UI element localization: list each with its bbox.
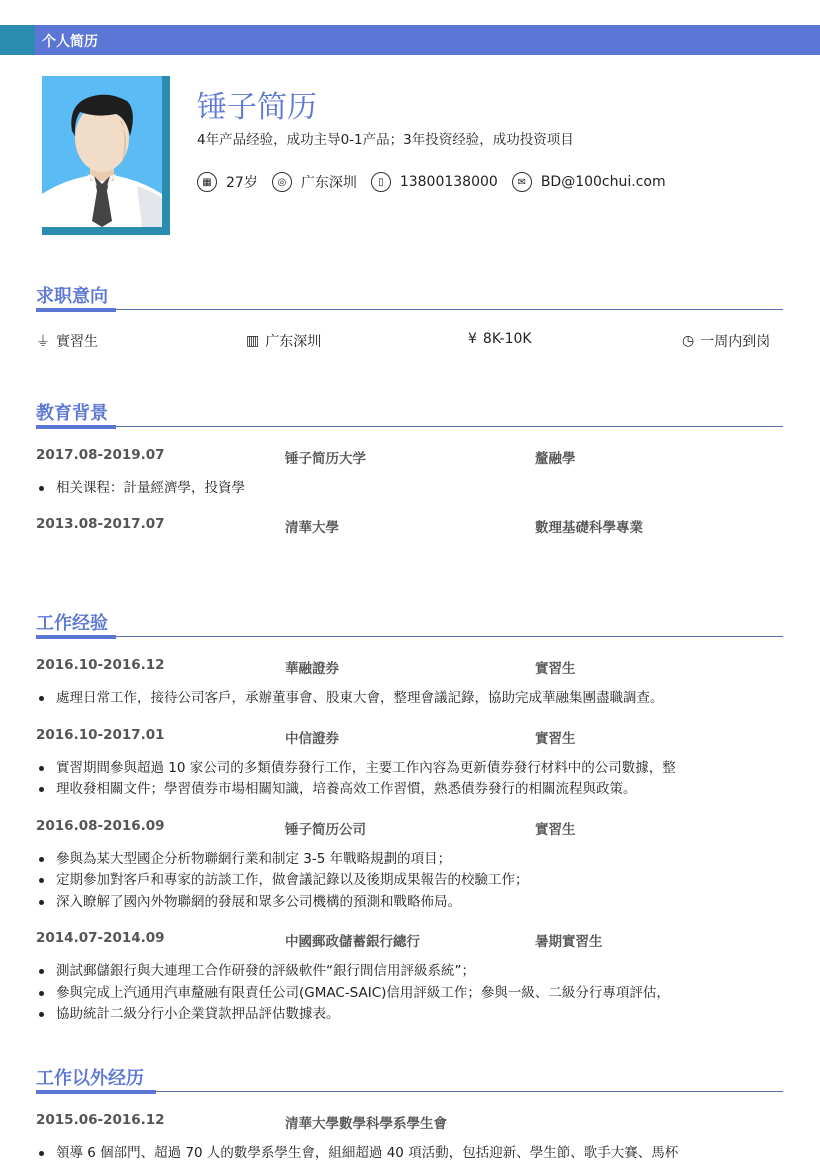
- section-heading: [36, 403, 783, 427]
- list-item: 協助統計二級分行小企業貸款押品評估數據表。: [36, 1004, 783, 1026]
- list-item: 實習期間參與超過 10 家公司的多類債券發行工作，主要工作內容為更新債券發行材料中的公司數據，整: [36, 758, 783, 780]
- entry-role: 數理基礎科學專業: [535, 519, 643, 536]
- entry-row: [36, 727, 783, 749]
- location-text: 广东深圳: [300, 175, 357, 191]
- list-item: 參與完成上汽通用汽車釐融有限責任公司(GMAC-SAIC)信用評級工作；參與一級、二級分行專項評估，: [36, 983, 783, 1005]
- intent-text: 實習生: [56, 334, 98, 350]
- entry-org: 中國郵政儲蓄銀行總行: [285, 934, 420, 950]
- heading-underline: [36, 1090, 156, 1094]
- entry-role: 實習生: [535, 821, 576, 838]
- section-heading: [36, 1068, 783, 1092]
- entry-role: 暑期實習生: [535, 934, 603, 950]
- tie-icon: ⏚: [36, 334, 50, 350]
- entry-date: 2016.10-2016.12: [36, 657, 165, 673]
- list-item: 參與為某大型國企分析物聯網行業和制定 3-5 年戰略規劃的項目；: [36, 849, 783, 871]
- list-item: 深入瞭解了國內外物聯網的發展和眾多公司機構的預測和戰略佈局。: [36, 892, 783, 914]
- candidate-name: 锤子简历: [197, 90, 317, 125]
- header-title: 个人简历: [42, 34, 98, 50]
- entry-row: [36, 657, 783, 679]
- email-text[interactable]: BD@100chui.com: [540, 174, 666, 190]
- candidate-tagline: 4年产品经验，成功主导0-1产品；3年投资经验，成功投资项目: [197, 132, 574, 148]
- list-item: 處理日常工作，接待公司客戶，承辦董事會、股東大會，整理會議記錄，協助完成華融集團盡職調查。: [36, 688, 783, 710]
- section-intent: [36, 286, 783, 310]
- entry-row: [36, 1112, 783, 1134]
- mail-icon: ✉: [512, 172, 532, 192]
- header-accent-square: [0, 25, 35, 55]
- intent-position: [36, 331, 98, 351]
- section-title: 工作经验: [36, 613, 108, 634]
- calendar-icon: ▦: [197, 172, 217, 192]
- intent-salary: [468, 331, 532, 347]
- entry-date: 2017.08-2019.07: [36, 447, 165, 463]
- section-work: [36, 613, 783, 1026]
- contact-list: [197, 172, 680, 192]
- phone-icon: ▯: [371, 172, 391, 192]
- intent-text: 一周内到岗: [700, 334, 771, 350]
- header-bar: [0, 25, 820, 55]
- entry-org: 锤子简历大学: [285, 451, 366, 467]
- list-item: 領導 6 個部門、超過 70 人的數學系學生會，組細超過 40 項活動，包括迎新、學生節、歌手大賽、馬杯: [36, 1143, 783, 1165]
- entry-date: 2014.07-2014.09: [36, 930, 165, 946]
- avatar: [42, 76, 170, 235]
- entry-date: 2016.08-2016.09: [36, 817, 165, 834]
- entry-org: 華融證券: [285, 661, 339, 677]
- entry-org: 清華大學: [285, 519, 339, 536]
- section-heading: [36, 613, 783, 637]
- section-title: 教育背景: [36, 403, 108, 424]
- yen-icon: ¥: [468, 331, 477, 347]
- section-other-experience: [36, 1068, 783, 1165]
- intent-availability: [682, 331, 770, 351]
- entry-date: 2013.08-2017.07: [36, 515, 165, 532]
- location-icon: ◎: [272, 172, 292, 192]
- entry-org: 锤子简历公司: [285, 821, 366, 838]
- section-heading: [36, 286, 783, 310]
- heading-underline: [36, 308, 116, 312]
- entry-row: [36, 447, 783, 469]
- intent-text: 8K-10K: [482, 331, 532, 347]
- contact-phone: [371, 172, 498, 192]
- list-item: 定期參加對客戶和專家的訪談工作，做會議記錄以及後期成果報告的校驗工作；: [36, 870, 783, 892]
- intent-text: 广东深圳: [265, 334, 322, 350]
- entry-org: 清華大學數學科學系學生會: [285, 1116, 447, 1132]
- building-icon: ▥: [246, 333, 260, 349]
- entry-row: [36, 818, 783, 840]
- section-title: 工作以外经历: [36, 1068, 144, 1089]
- entry-role: 實習生: [535, 661, 576, 677]
- entry-row: [36, 516, 783, 538]
- intent-row: [36, 331, 783, 353]
- phone-text: 13800138000: [399, 174, 498, 190]
- entry-org: 中信證券: [285, 730, 339, 747]
- entry-row: [36, 930, 783, 952]
- section-education: [36, 403, 783, 538]
- entry-role: 實習生: [535, 730, 576, 747]
- entry-date: 2016.10-2017.01: [36, 726, 165, 743]
- clock-icon: ◷: [682, 333, 695, 349]
- heading-underline: [36, 635, 116, 639]
- contact-location: [272, 172, 357, 192]
- contact-age: [197, 172, 258, 192]
- list-item: 相关课程：計量經濟學，投資學: [36, 478, 783, 500]
- list-item: 理收發相關文件；學習債券市場相關知識，培養高效工作習慣，熟悉債券發行的相關流程與政策。: [36, 779, 783, 801]
- section-title: 求职意向: [36, 286, 108, 307]
- list-item: 測試郵儲銀行與大連理工合作研發的評級軟件“銀行間信用評級系統”；: [36, 961, 783, 983]
- age-text: 27岁: [226, 175, 258, 191]
- contact-email: [512, 172, 666, 192]
- heading-underline: [36, 425, 116, 429]
- entry-role: 釐融學: [535, 451, 576, 467]
- intent-city: [246, 331, 321, 351]
- entry-date: 2015.06-2016.12: [36, 1112, 165, 1128]
